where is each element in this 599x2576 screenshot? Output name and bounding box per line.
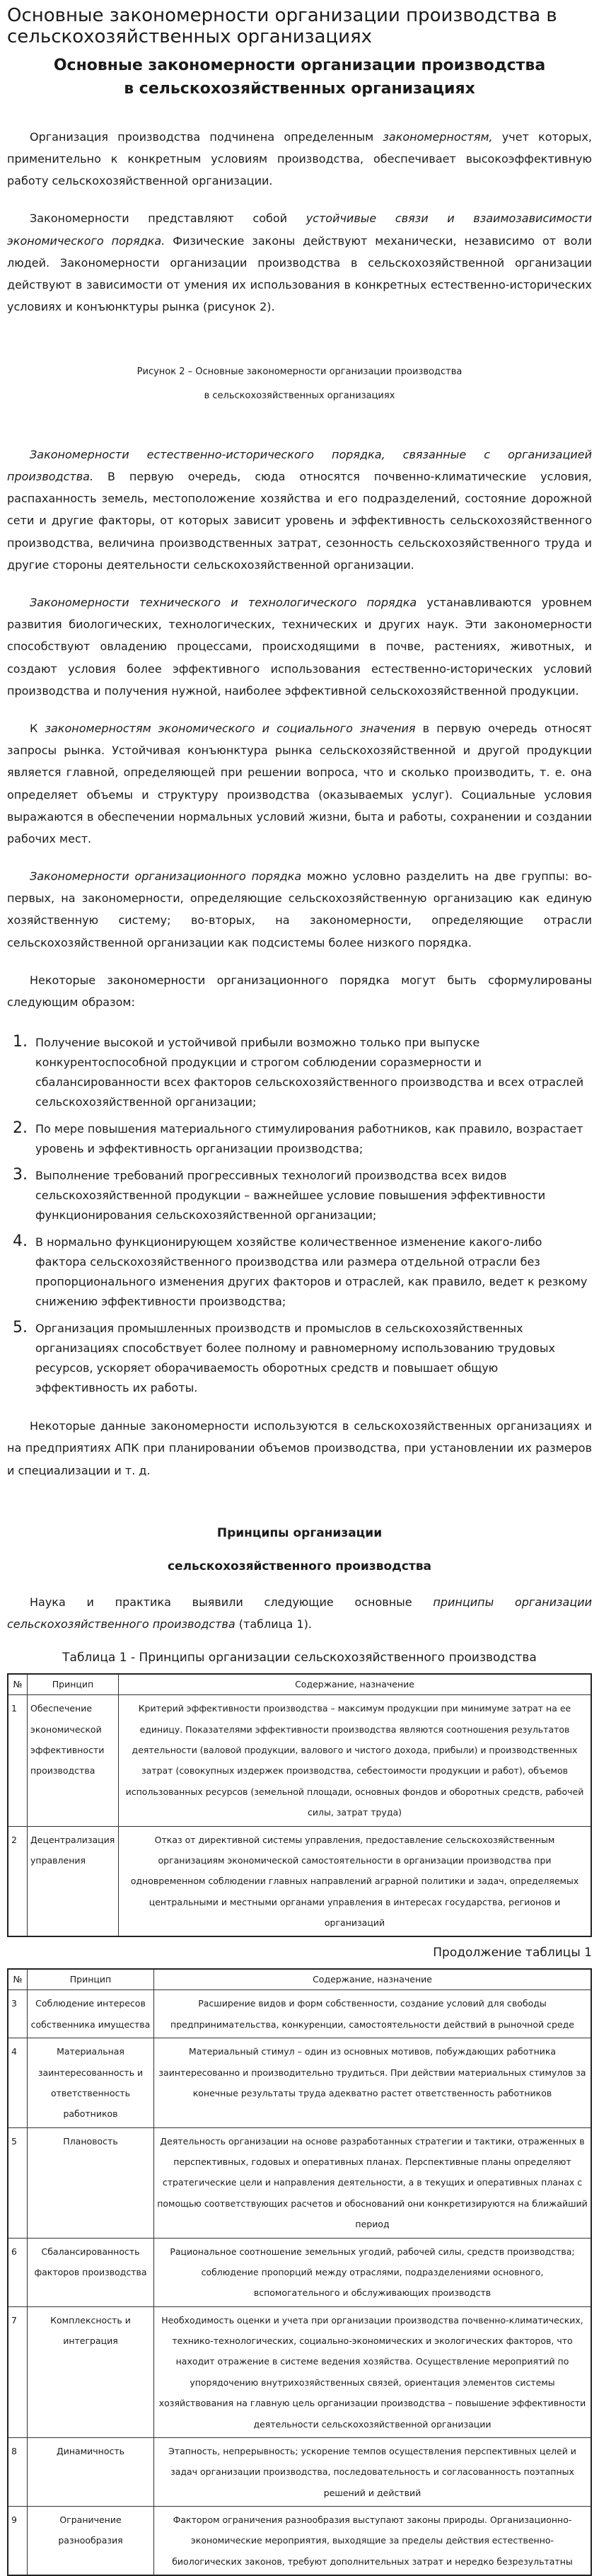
document-title [7, 54, 592, 100]
row-number: 7 [8, 2306, 28, 2437]
list-item: 4. В нормально функционирующем хозяйстве количественное изменение какого-либо фактора сельскохозяйственного производства или размера отдельной отрасли без пропорционального изменения других факторов и отраслей, как правило, ведет к резкому снижению эффективности производства; [33, 1228, 592, 1312]
principle-description: Материальный стимул – один из основных мотивов, побуждающих работника заинтересованно и производительно трудиться. При действии материальных стимулов за конечные результаты труда адекватно растет ответственность работников [154, 2038, 592, 2128]
principle-description: Необходимость оценки и учета при организации производства почвенно-климатических, технико-технологических, социально-экономических и экологических факторов, что находит отражение в системе ведения хозяйства. Осуществление мероприятий по упорядочению внутрихозяйственных связей, ориентация элементов системы хозяйствования на главную цель организации производства – повышение эффективности деятельности сельскохозяйственной организации [154, 2306, 592, 2437]
emphasis: принципы организации сельскохозяйственного производства [7, 1595, 593, 1631]
list-item: 3. Выполнение требований прогрессивных технологий производства всех видов сельскохозяйственной продукции – важнейшее условие повышения эффективности функционирования сельскохозяйственной организации; [33, 1162, 592, 1225]
table-row [8, 1990, 591, 2038]
principle-name: Децентрализация управления [28, 1826, 119, 1936]
principle-name: Плановость [28, 2127, 154, 2238]
principles-table [7, 1673, 592, 1937]
figure-caption: Рисунок 2 – Основные закономерности организации производства в сельскохозяйственных организациях [136, 366, 463, 402]
row-number: 1 [8, 1695, 28, 1826]
principle-description: Фактором ограничения разнообразия выступают законы природы. Организационно-экономические мероприятия, выходящие за пределы действия естественно-биологических законов, требуют дополнительных затрат и нередко безрезультатны [154, 2507, 592, 2576]
intro-paragraph-1: Организация производства подчинена определенным закономерностям, учет которых, применительно к конкретным условиям производства, обеспечивает высокоэффективную работу сельскохозяйственной организации. [7, 129, 592, 188]
principle-name: Ограничение разнообразия [28, 2507, 154, 2576]
emphasis: закономерностям экономического и социального значения [45, 721, 416, 735]
column-header-number: № [8, 1674, 28, 1695]
table-row [8, 2306, 591, 2437]
table-row [8, 2127, 591, 2238]
table-row [8, 1695, 591, 1826]
list-item: 2. По мере повышения материального стимулирования работников, как правило, возрастает уровень и эффективность организации производства; [33, 1115, 592, 1159]
table-header-row [8, 1674, 591, 1695]
column-header-principle: Принцип [28, 1674, 119, 1695]
emphasis: закономерностям, [383, 129, 493, 144]
document-title-line-1: Основные закономерности организации производства [53, 56, 546, 74]
paragraph-organizational-regularities: Закономерности организационного порядка можно условно разделить на две группы: во-первых, на закономерности, определяющие сельскохозяйственную организацию как единую хозяйственную систему; во-вторых, на закономерности, определяющие отрасли сельскохозяйственной организации как подсистемы более низкого порядка. [7, 870, 593, 949]
principles-intro-paragraph: Наука и практика выявили следующие основные принципы организации сельскохозяйственного производства (таблица 1). [7, 1595, 593, 1631]
paragraph-economic-regularities: К закономерностям экономического и социального значения в первую очередь относят запросы рынка. Устойчивая конъюнктура рынка сельскохозяйственной и другой продукции является главной, определяющей при решении вопроса, что и сколько производить, т. е. она определяет объемы и структуру производства (оказываемых услуг). Социальные условия выражаются в обеспечении нормальных условий жизни, быта и работы, сохранении и создании рабочих мест. [7, 721, 592, 845]
principle-description: Деятельность организации на основе разработанных стратегии и тактики, отраженных в перспективных, годовых и оперативных планах. Перспективные планы определяют стратегические цели и направления деятельности, а в текущих и оперативных планах с помощью соответствующих расчетов и обоснований они конкретизируются на ближайший период [154, 2127, 592, 2238]
row-number: 6 [8, 2238, 28, 2306]
table-header-row [8, 1969, 591, 1990]
intro-paragraph-2: Закономерности представляют собой устойчивые связи и взаимозависимости экономического порядка. Физические законы действуют механически, независимо от воли людей. Закономерности организации производства в сельскохозяйственной организации действуют в зависимости от умения их использования в конкретных естественно-исторических условиях и конъюнктуры рынка (рисунок 2). [7, 212, 593, 314]
list-item: 1. Получение высокой и устойчивой прибыли возможно только при выпуске конкурентоспособной продукции и строгом соблюдении соразмерности и сбалансированности всех факторов сельскохозяйственного производства и всех отраслей сельскохозяйственной организации; [33, 1029, 592, 1112]
paragraph-natural-regularities: Закономерности естественно-исторического порядка, связанные с организацией производства. В первую очередь, сюда относятся почвенно-климатические условия, распаханность земель, местоположение хозяйства и его подразделений, состояние дорожной сети и другие факторы, от которых зависит уровень и эффективность сельскохозяйственного производства, величина производственных затрат, сезонность сельскохозяйственного труда и другие стороны деятельности сельскохозяйственной организации. [7, 447, 592, 572]
emphasis: Закономерности организационного порядка [30, 870, 302, 884]
emphasis: Закономерности технического и технологического порядка [30, 596, 417, 609]
principle-description: Отказ от директивной системы управления, предоставление сельскохозяйственным организациям экономической самостоятельности в организации производства при одновременном соблюдении главных направлений аграрной политики и задач, определяемых центральными и местными органами управления в интересах государства, регионов и организаций [119, 1826, 592, 1936]
column-header-principle: Принцип [28, 1969, 154, 1990]
principle-name: Материальная заинтересованность и ответственность работников [28, 2038, 154, 2128]
row-number: 5 [8, 2127, 28, 2238]
principle-description: Расширение видов и форм собственности, создание условий для свободы предпринимательства, конкуренции, самостоятельности действий в рыночной среде [154, 1990, 592, 2038]
page-title: Основные закономерности организации производства в сельскохозяйственных организациях [7, 5, 557, 47]
column-header-content: Содержание, назначение [119, 1674, 592, 1695]
principle-name: Соблюдение интересов собственника имущества [28, 1990, 154, 2038]
table-continued-label: Продолжение таблицы 1 [433, 1946, 592, 1960]
column-header-content: Содержание, назначение [154, 1969, 592, 1990]
table-row [8, 2238, 591, 2306]
regularities-list [7, 1029, 592, 1398]
document-title-line-2: в сельскохозяйственных организациях [124, 79, 475, 98]
list-item: 5. Организация промышленных производств и промыслов в сельскохозяйственных организациях способствует более полному и равномерному использованию трудовых ресурсов, ускоряет оборачиваемость оборотных средств и повышает общую эффективность их работы. [33, 1315, 592, 1398]
table-row [8, 2437, 591, 2506]
principle-description: Критерий эффективности производства – максимум продукции при минимуме затрат на ее единицу. Показателями эффективности производства являются соотношения результатов деятельности (валовой продукции, валового и чистого дохода, прибыли) и производственных затрат (совокупных издержек производства, себестоимости продукции и работ), объемов использованных ресурсов (земельной площади, основных фондов и оборотных средств, рабочей силы, затрат труда) [119, 1695, 592, 1826]
principle-description: Этапность, непрерывность; ускорение темпов осуществления перспективных целей и задач организации производства, последовательность и согласованность поэтапных решений и действий [154, 2437, 592, 2506]
table-row [8, 1826, 591, 1936]
list-intro-paragraph: Некоторые закономерности организационного порядка могут быть сформулированы следующим образом: [7, 973, 592, 1009]
row-number: 2 [8, 1826, 28, 1936]
row-number: 9 [8, 2507, 28, 2576]
row-number: 4 [8, 2038, 28, 2128]
emphasis: Закономерности естественно-исторического порядка, связанные с организацией производства. [7, 447, 592, 484]
column-header-number: № [8, 1969, 28, 1990]
after-list-paragraph: Некоторые данные закономерности используются в сельскохозяйственных организациях и на предприятиях АПК при планировании объемов производства, при установлении их размеров и специализации и т. д. [7, 1419, 592, 1477]
principle-name: Сбалансированность факторов производства [28, 2238, 154, 2306]
table-row [8, 2507, 591, 2576]
table-caption: Таблица 1 - Принципы организации сельскохозяйственного производства [62, 1651, 537, 1665]
row-number: 3 [8, 1990, 28, 2038]
table-row [8, 2038, 591, 2128]
principle-description: Рациональное соотношение земельных угодий, рабочей силы, средств производства; соблюдение пропорций между отраслями, подразделениями основного, вспомогательного и обслуживающих производств [154, 2238, 592, 2306]
paragraph-technical-regularities: Закономерности технического и технологического порядка устанавливаются уровнем развития биологических, технологических, технических и других наук. Эти закономерности способствуют овладению процессами, происходящими в почве, растениях, животных, и создают условия более эффективного использования естественно-исторических условий производства и получения нужной, наиболее эффективной сельскохозяйственной продукции. [7, 596, 593, 698]
row-number: 8 [8, 2437, 28, 2506]
principle-name: Комплексность и интеграция [28, 2306, 154, 2437]
principles-heading: Принципы организации сельскохозяйственного производства [167, 1525, 432, 1574]
principle-name: Динамичность [28, 2437, 154, 2506]
principles-table-continued [7, 1968, 592, 2576]
emphasis: устойчивые связи и взаимозависимости экономического порядка. [7, 212, 593, 248]
principle-name: Обеспечение экономической эффективности производства [28, 1695, 119, 1826]
